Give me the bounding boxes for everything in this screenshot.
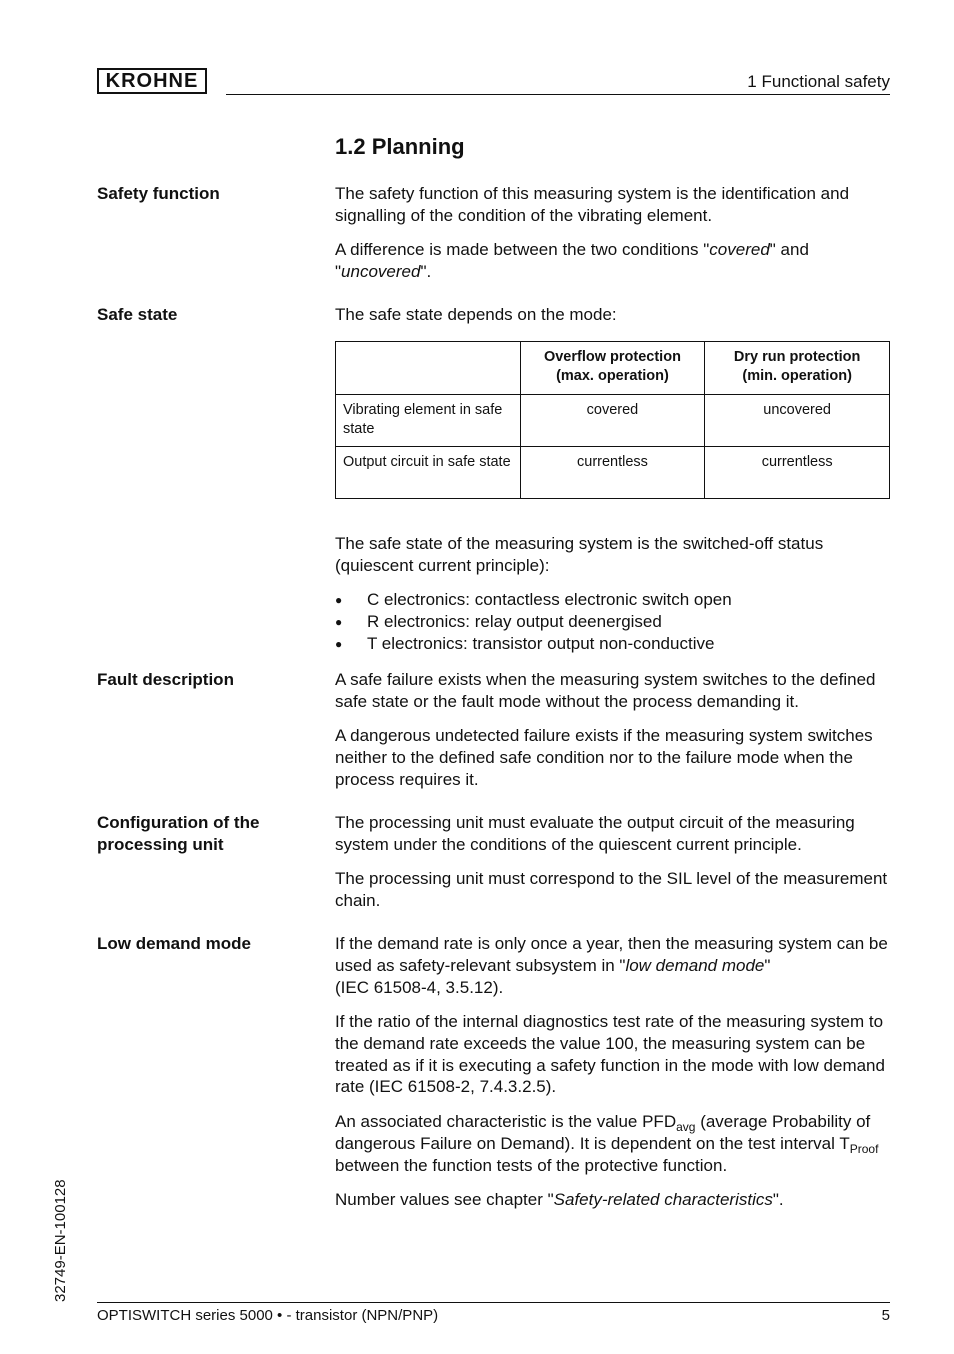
configuration-paragraph-1: The processing unit must evaluate the output circuit of the measuring system under the conditions of the quiescent current principle. [335, 813, 855, 854]
sidebar-label-safe-state: Safe state [97, 305, 178, 324]
list-item: ● C electronics: contactless electronic switch open [335, 590, 732, 609]
low-demand-paragraph-1: If the demand rate is only once a year, then the measuring system can be used as safety-relevant subsystem in "low demand mode" (IEC 61508-4, 3.5.12). [335, 934, 888, 997]
list-item: ● R electronics: relay output deenergised [335, 612, 662, 631]
table-cell-label: Vibrating element in safe state [336, 395, 521, 447]
table-cell-dryrun: currentless [705, 447, 890, 499]
sidebar-label-configuration: Configuration of the processing unit [97, 813, 260, 854]
document-id: 32749-EN-100128 [52, 1179, 69, 1302]
table-header-dryrun: Dry run protection (min. operation) [705, 342, 890, 395]
safe-state-paragraph: The safe state of the measuring system is the switched-off status (quiescent current principle): [335, 534, 824, 575]
safe-state-intro: The safe state depends on the mode: [335, 305, 617, 324]
term-uncovered: uncovered [341, 261, 421, 281]
footer-divider [97, 1302, 890, 1303]
configuration-paragraph-2: The processing unit must correspond to the SIL level of the measurement chain. [335, 869, 888, 910]
table-row [336, 395, 890, 447]
low-demand-paragraph-4: Number values see chapter "Safety-related characteristics". [335, 1190, 784, 1209]
section-title: 1.2 Planning [335, 134, 465, 159]
fault-description-paragraph-1: A safe failure exists when the measuring system switches to the defined safe state or the fault mode without the process demanding it. [335, 670, 876, 711]
bullet-icon: ● [335, 593, 343, 607]
table-header-overflow: Overflow protection (max. operation) [520, 342, 705, 395]
low-demand-paragraph-3: An associated characteristic is the value $PFD_{avg}$ (average Probability of dangerous Failure on Demand). It is dependent on the test interval $T_{Proof}$ between the function tests of the protective function. [335, 1112, 879, 1175]
table-cell-overflow: currentless [520, 447, 705, 499]
table-row [336, 447, 890, 499]
bullet-icon: ● [335, 615, 343, 629]
table-header-empty [336, 342, 521, 395]
table-cell-dryrun: uncovered [705, 395, 890, 447]
electronics-list [335, 589, 891, 655]
sidebar-label-fault-description: Fault description [97, 670, 234, 689]
low-demand-paragraph-2: If the ratio of the internal diagnostics test rate of the measuring system to the demand rate exceeds the value 100, the measuring system can be treated as if it is executing a safety function in the mode with low demand rate (IEC 61508-2, 7.4.3.2.5). [335, 1012, 885, 1097]
sidebar-label-safety-function: Safety function [97, 184, 220, 203]
chapter-reference: Safety-related characteristics [553, 1190, 773, 1209]
header-divider [226, 94, 890, 95]
chapter-heading: 1 Functional safety [747, 72, 890, 91]
term-covered: covered [709, 240, 770, 259]
subscript-avg: avg [676, 1120, 696, 1134]
page-number: 5 [881, 1307, 890, 1324]
list-item: ● T electronics: transistor output non-conductive [335, 634, 715, 653]
table-header-row [336, 342, 890, 395]
table-cell-overflow: covered [520, 395, 705, 447]
term-low-demand-mode: low demand mode [625, 955, 765, 975]
footer-product: OPTISWITCH series 5000 • - transistor (NPN/PNP) [97, 1307, 439, 1324]
subscript-proof: Proof [849, 1141, 879, 1156]
safe-state-table [335, 341, 890, 499]
fault-description-paragraph-2: A dangerous undetected failure exists if the measuring system switches neither to the defined safe condition nor to the failure mode when the process requires it. [335, 726, 873, 789]
sidebar-label-low-demand-mode: Low demand mode [97, 934, 251, 953]
krohne-logo [97, 68, 207, 94]
safety-function-paragraph-1: The safety function of this measuring system is the identification and signalling of the condition of the vibrating element. [335, 184, 850, 225]
bullet-icon: ● [335, 637, 343, 651]
safety-function-paragraph-2: A difference is made between the two conditions "covered" and "uncovered". [335, 240, 809, 281]
logo-text: KROHNE [105, 70, 199, 92]
table-cell-label: Output circuit in safe state [336, 447, 521, 499]
